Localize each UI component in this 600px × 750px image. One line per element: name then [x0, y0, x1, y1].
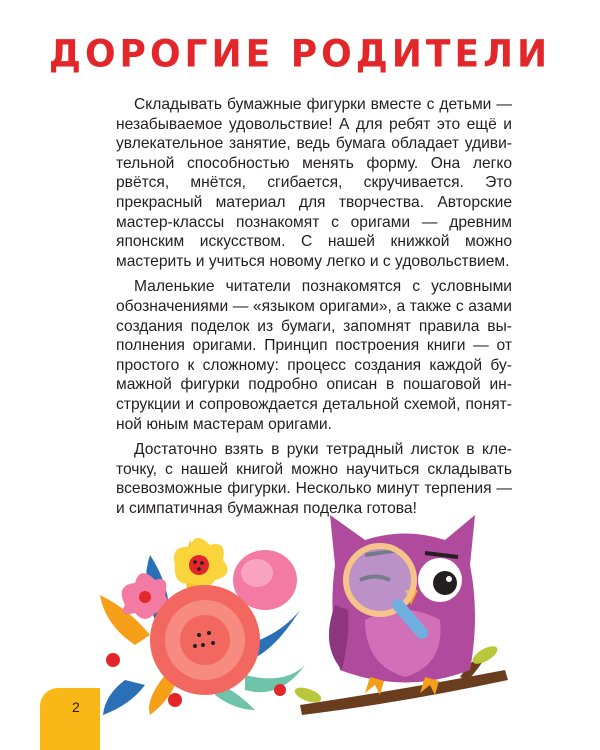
intro-text: [116, 95, 512, 524]
page-number-tab: [40, 688, 100, 750]
yellow-flower: [174, 538, 228, 588]
page-title: ДОРОГИЕ РОДИТЕЛИ: [48, 32, 552, 77]
owl-with-magnifier-illustration: [290, 505, 520, 720]
main-coral-flower: [150, 585, 260, 695]
paragraph-1: Складывать бумажные фигурки вместе с детьми — незабываемое удовольствие! А для ребят это ещё и увлекательное занятие, ведь бумага обладает удивительной способностью менять форму. Она легко рвётся, мнётся, сгибается, скручивается. Это прекрасный материал для творчества. Авторские мастер-классы познакомят с оригами — древним японским искусством. С нашей книжкой можно мастерить и учиться новому легко и с удовольствием.: [116, 96, 512, 270]
paragraph-3: Достаточно взять в руки тетрадный листок в клеточку, с нашей книгой можно научиться складывать всевозможные фигурки. Несколько минут терпения — и симпатичная бумажная поделка готова!: [116, 441, 512, 517]
page-number: 2: [72, 699, 80, 715]
paragraph-2: Маленькие читатели познакомятся с условными обозначениями — «языком оригами», а также с азами создания поделок из бумаги, запомнят правила выполнения оригами. Принцип построения книги — от простого к сложному: процесс создания каждой бумажной фигурки подробно описан в пошаговой инструкции и сопровождается детальной схемой, понятной юным мастерам оригами.: [116, 278, 512, 433]
